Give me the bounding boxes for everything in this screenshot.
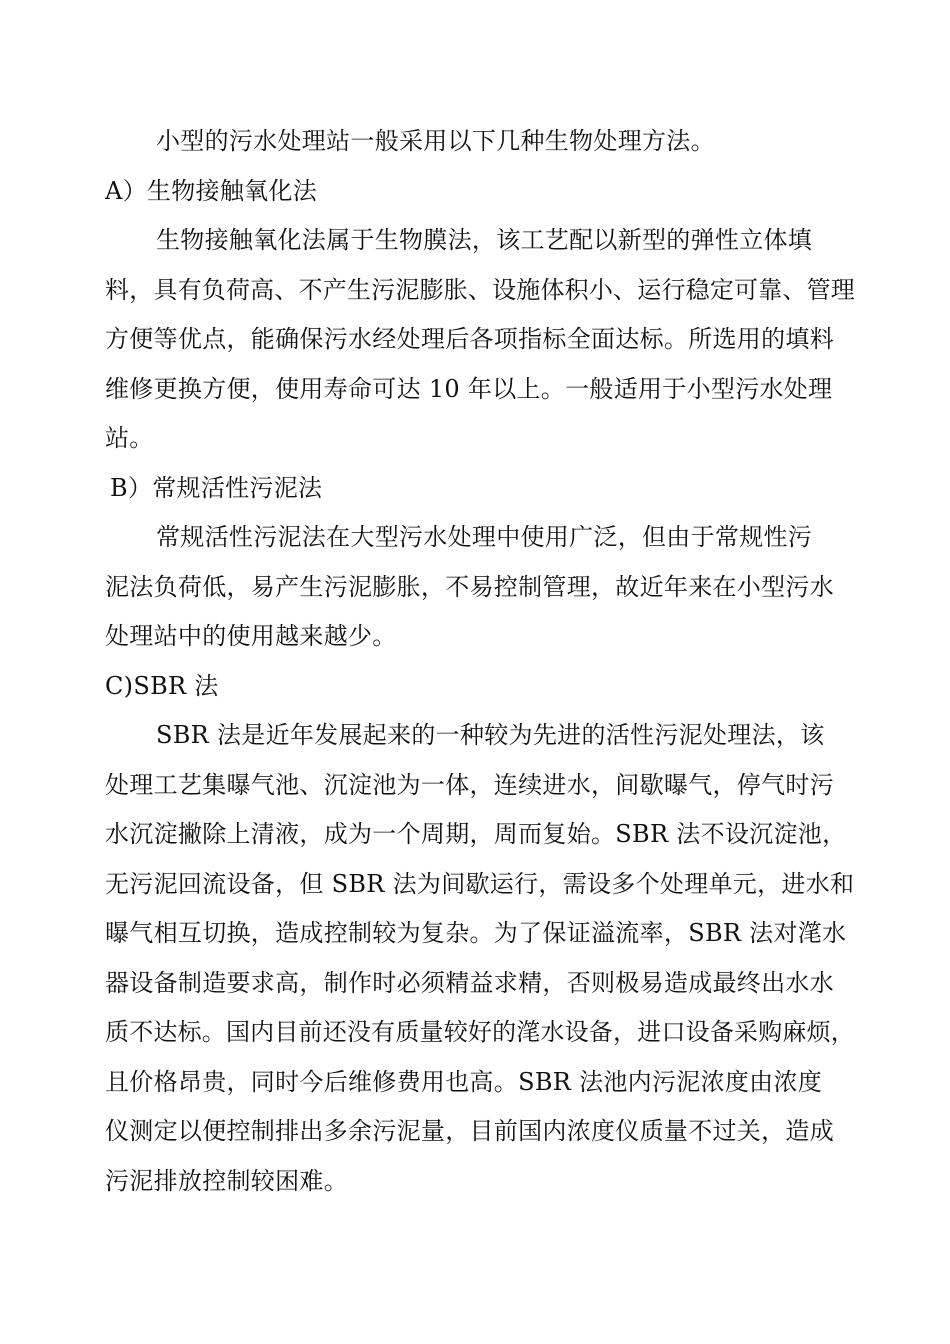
paragraph-c-line: SBR 法是近年发展起来的一种较为先进的活性污泥处理法，该 — [156, 721, 825, 749]
paragraph-b-line: 处理站中的使用越来越少。 — [105, 622, 397, 650]
paragraph-c-line: 污泥排放控制较困难。 — [105, 1166, 348, 1195]
paragraph-a-line: 维修更换方便，使用寿命可达 10 年以上。一般适用于小型污水处理 — [105, 374, 833, 403]
paragraph-a-line: 料，具有负荷高、不产生污泥膨胀、设施体积小、运行稳定可靠、管理 — [105, 275, 855, 304]
paragraph-b-line: 泥法负荷低，易产生污泥膨胀，不易控制管理，故近年来在小型污水 — [105, 572, 834, 601]
paragraph-c-line: 质不达标。国内目前还没有质量较好的滗水设备，进口设备采购麻烦， — [105, 1018, 855, 1046]
paragraph-c-line: 器设备制造要求高，制作时必须精益求精，否则极易造成最终出水水 — [105, 968, 834, 997]
paragraph-a-line: 站。 — [105, 424, 154, 452]
section-heading-b: B）常规活性污泥法 — [110, 473, 323, 502]
paragraph-c-line: 且价格昂贵，同时今后维修费用也高。SBR 法池内污泥浓度由浓度 — [105, 1067, 823, 1096]
section-heading-a: A）生物接触氧化法 — [105, 176, 318, 205]
paragraph-c-line: 处理工艺集曝气池、沉淀池为一体，连续进水，间歇曝气，停气时污 — [105, 770, 834, 799]
paragraph-c-line: 无污泥回流设备，但 SBR 法为间歇运行，需设多个处理单元，进水和 — [105, 869, 855, 898]
document-page — [105, 117, 855, 1206]
paragraph-a-line: 方便等优点，能确保污水经处理后各项指标全面达标。所选用的填料 — [105, 325, 834, 353]
section-heading-c: C)SBR 法 — [105, 671, 219, 700]
paragraph-c-line: 水沉淀撇除上清液，成为一个周期，周而复始。SBR 法不设沉淀池， — [105, 820, 847, 848]
paragraph-b-line: 常规活性污泥法在大型污水处理中使用广泛，但由于常规性污 — [156, 523, 813, 551]
paragraph-c-line: 仪测定以便控制排出多余污泥量，目前国内浓度仪质量不过关，造成 — [105, 1117, 834, 1145]
intro-paragraph: 小型的污水处理站一般采用以下几种生物处理方法。 — [156, 127, 715, 155]
paragraph-c-line: 曝气相互切换，造成控制较为复杂。为了保证溢流率，SBR 法对滗水 — [105, 919, 847, 947]
paragraph-a-line: 生物接触氧化法属于生物膜法，该工艺配以新型的弹性立体填 — [156, 226, 813, 254]
